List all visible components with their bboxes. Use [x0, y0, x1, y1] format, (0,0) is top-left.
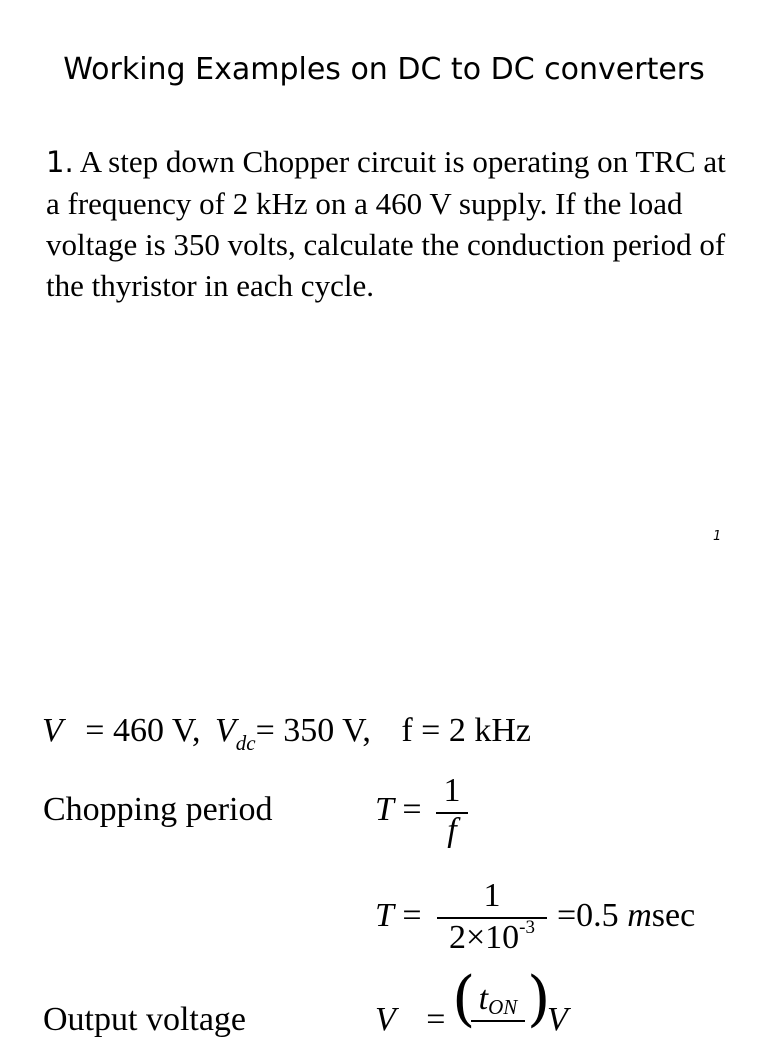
right-paren: ): [527, 964, 551, 1034]
equals-sign: =: [402, 897, 422, 934]
result-unit: sec: [651, 897, 696, 934]
problem-text: A step down Chopper circuit is operating on TRC at a frequency of 2 kHz on a 460 V supply. If the load voltage is 350 volts, calculate the conduction period of the thyristor in each cycle.: [46, 144, 726, 303]
vdc-value: = 350 V,: [255, 712, 371, 749]
given-values: [42, 712, 532, 755]
fraction-numerator: [471, 980, 525, 1018]
vdc-subscript: dc: [235, 731, 256, 755]
fraction-denominator: [437, 919, 547, 957]
chopping-period-lhs: [375, 791, 422, 829]
fraction-1-over-f: [436, 772, 468, 850]
t-symbol: t: [478, 980, 489, 1017]
equals-sign: =: [402, 791, 422, 828]
result-unit-prefix: m: [627, 897, 652, 934]
fraction-denominator: f: [447, 812, 457, 849]
fraction-duty: [471, 980, 525, 1024]
result-value: =0.5: [557, 897, 619, 934]
output-voltage-lhs: [375, 1001, 445, 1039]
fraction-numerator: 1: [483, 877, 501, 914]
equals-sign: =: [426, 1001, 446, 1038]
problem-statement: [46, 141, 736, 306]
vdc-symbol: V: [215, 712, 236, 749]
chopping-period-label: Chopping period: [43, 791, 273, 828]
t-symbol: T: [375, 897, 394, 934]
denominator-base: 2×10: [448, 919, 520, 956]
fraction-bar: [471, 1020, 525, 1022]
output-voltage-label: Output voltage: [43, 1001, 247, 1038]
problem-number: 1.: [46, 145, 74, 179]
fraction-numerator: 1: [443, 772, 461, 809]
v-symbol: V: [42, 712, 63, 749]
v-value: = 460 V,: [85, 712, 201, 749]
fraction-period: [437, 877, 547, 957]
v-symbol: V: [375, 1001, 396, 1038]
output-voltage-rhs: V: [547, 1001, 568, 1038]
denominator-exponent: -3: [519, 917, 535, 938]
page-number: 1: [713, 529, 722, 544]
t-symbol: T: [375, 791, 394, 828]
frequency-value: f = 2 kHz: [401, 712, 532, 749]
page-title: Working Examples on DC to DC converters: [63, 52, 705, 87]
period-result: [557, 897, 695, 935]
period-calc-lhs: [375, 897, 422, 935]
left-paren: (: [452, 964, 476, 1034]
ton-subscript: ON: [488, 995, 518, 1019]
